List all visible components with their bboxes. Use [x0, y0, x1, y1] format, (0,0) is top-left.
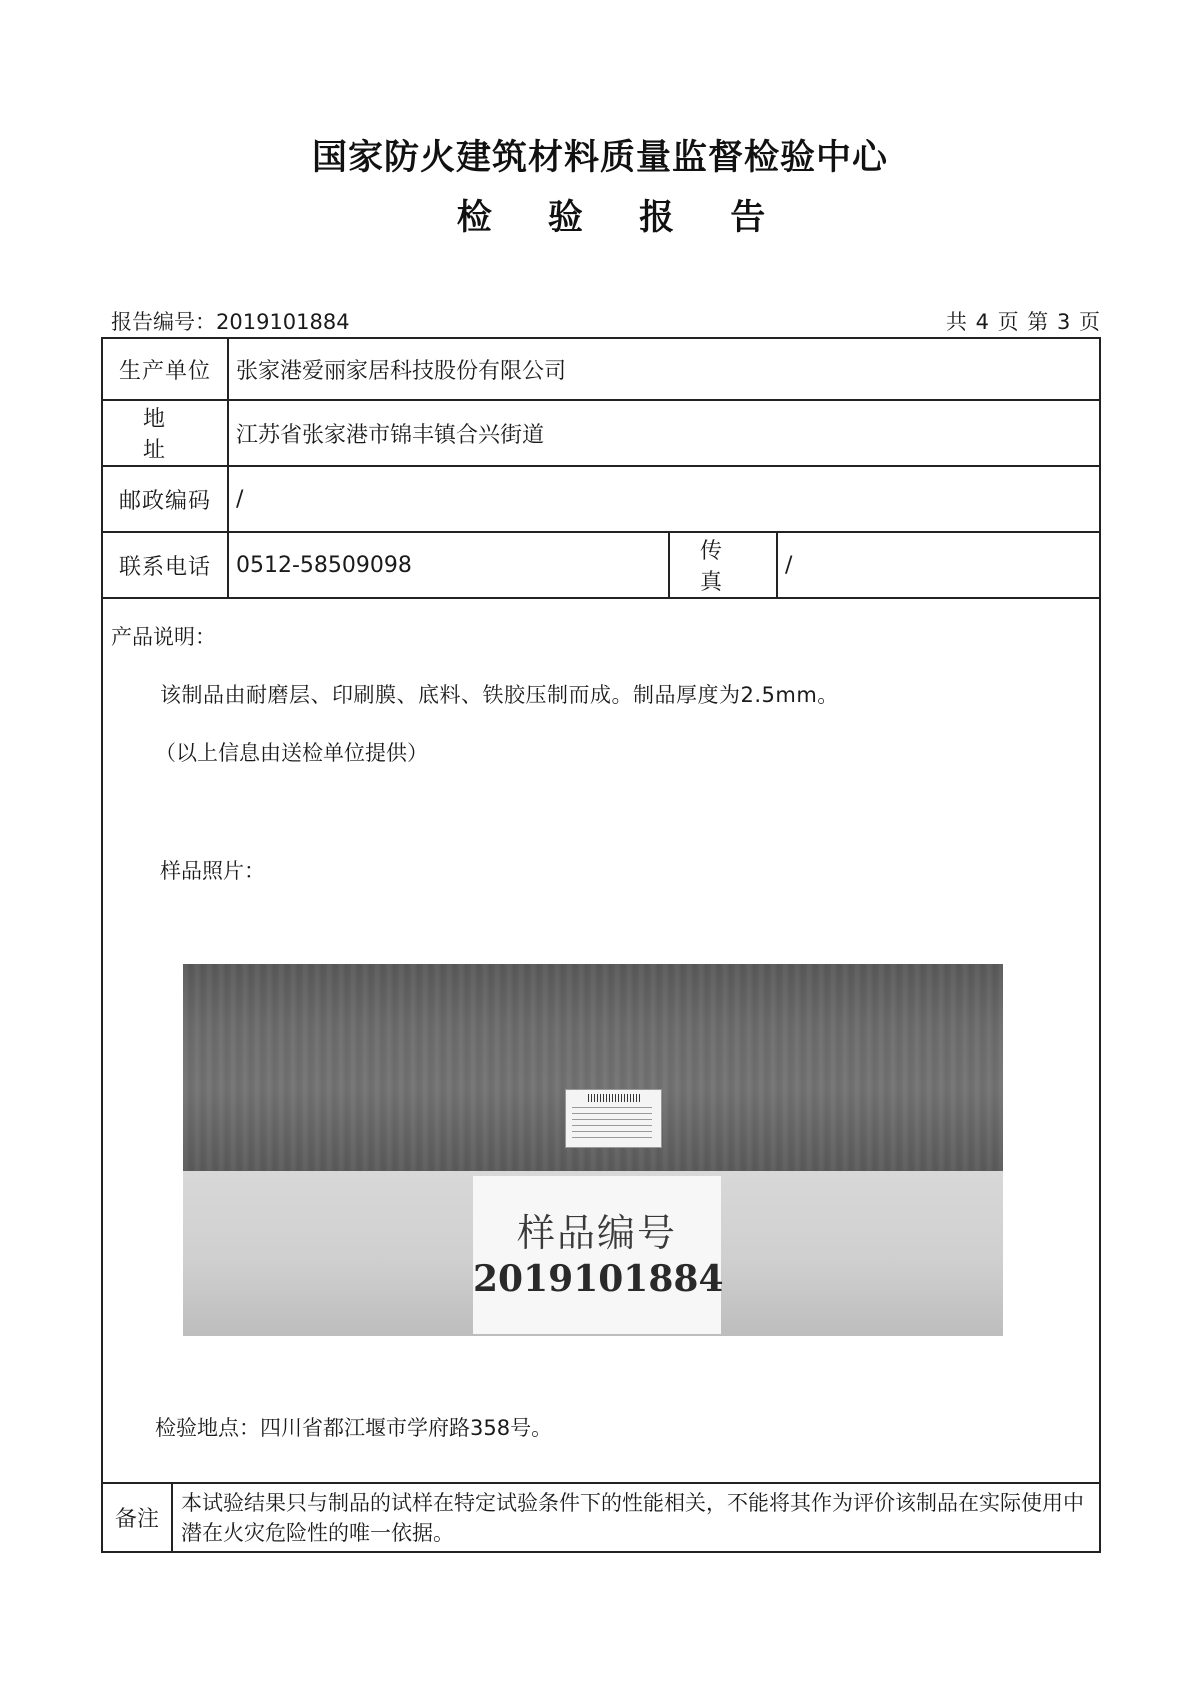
- sample-number-sign: [473, 1176, 724, 1334]
- report-center-title: 国家防火建筑材料质量监督检验中心: [311, 138, 888, 178]
- fax-label: 传真: [668, 533, 778, 597]
- page-info: 共 4 页 第 3 页: [945, 310, 1101, 334]
- report-table: [101, 337, 1101, 1553]
- fax-value: /: [785, 552, 793, 578]
- sample-photo-title: 样品照片：: [160, 859, 265, 883]
- postcode-label: 邮政编码: [103, 467, 229, 531]
- phone-label: 联系电话: [103, 533, 229, 597]
- sample-sign-number: 2019101884: [473, 1258, 724, 1300]
- report-number: 报告编号：2019101884: [111, 310, 350, 334]
- inspection-place: 检验地点：四川省都江堰市学府路358号。: [155, 1416, 553, 1440]
- address-label: 地址: [103, 401, 229, 465]
- postcode-row: [103, 467, 1099, 533]
- producer-label: 生产单位: [103, 339, 229, 399]
- report-title: 检 验 报 告: [456, 198, 788, 238]
- phone-value: 0512-58509098: [236, 552, 412, 578]
- phone-row: [103, 533, 1099, 599]
- product-label-sticker: [565, 1089, 662, 1148]
- address-value: 江苏省张家港市锦丰镇合兴街道: [236, 422, 545, 448]
- product-description-text: 该制品由耐磨层、印刷膜、底料、铁胶压制而成。制品厚度为2.5mm。: [160, 683, 839, 707]
- address-row: [103, 401, 1099, 467]
- remark-text: 本试验结果只与制品的试样在特定试验条件下的性能相关，不能将其作为评价该制品在实际使用中潜在火灾危险性的唯一依据。: [181, 1491, 1084, 1545]
- report-meta-line: [111, 306, 1101, 336]
- remark-label: 备注: [103, 1484, 173, 1551]
- sample-sign-label: 样品编号: [516, 1211, 677, 1255]
- product-description-title: 产品说明：: [111, 625, 216, 649]
- barcode-icon: [588, 1094, 640, 1102]
- producer-row: [103, 339, 1099, 401]
- sample-photo: [183, 964, 1003, 1336]
- sticker-text-lines: [572, 1107, 652, 1141]
- postcode-value: /: [236, 486, 244, 512]
- remark-row: [103, 1482, 1099, 1551]
- product-description-note: （以上信息由送检单位提供）: [155, 741, 428, 765]
- producer-value: 张家港爱丽家居科技股份有限公司: [236, 358, 567, 384]
